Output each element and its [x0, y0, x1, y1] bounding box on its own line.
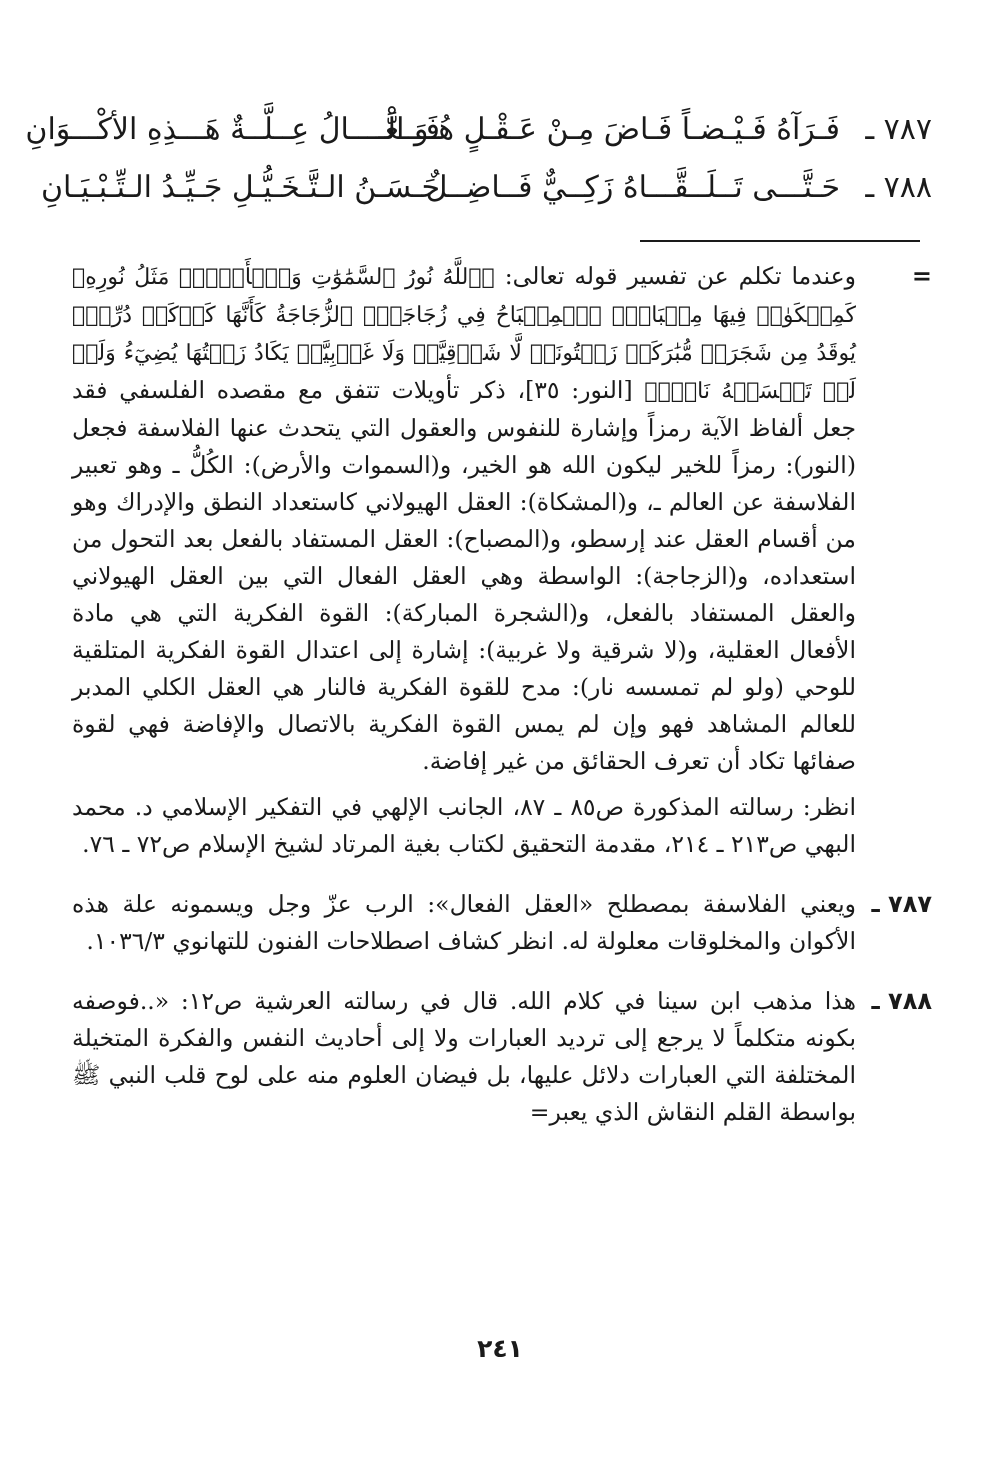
footnote-text: [النور: ٣٥]، ذكر تأويلات تتفق مع مقصده الفلسفي فقد جعل ألفاظ الآية رمزاً وإشارة للنفوس والعقول التي يتحدث عنها الفلاسفة فجعل (النور): رمزاً للخير ليكون الله هو الخير، و(السموات والأرض): الكُلُّ ـ وهو تعبير الفلاسفة عن العالم ـ، و(المشكاة): العقل الهيولاني كاستعداد النطق والإدراك وهو من أقسام العقل عند إرسطو، و(المصباح): العقل المستفاد بالفعل بعد التحول من استعداده، و(الزجاجة): الواسطة وهي العقل الفعال التي بين العقل الهيولاني والعقل المستفاد بالفعل، و(الشجرة المباركة): القوة الفكرية التي هي مادة الأفعال العقلية، و(لا شرقية ولا غربية): إشارة إلى اعتدال القوة الفكرية المتلقية للوحي (ولو لم تمسسه نار): مدح للقوة الفكرية فالنار هي العقل الكلي المدبر للعالم المشاهد فهو وإن لم يمس القوة الفكرية بالاتصال والإفاضة فهي لقوة صفائها تكاد أن تعرف الحقائق من غير إفاضة. [72, 376, 856, 775]
footnote-text: هذا مذهب ابن سينا في كلام الله. قال في رسالته العرشية ص١٢: «..فوصفه بكونه متكلماً لا يرجع إلى ترديد العبارات ولا إلى أحاديث النفس والفكرة المتخيلة المختلفة التي العبارات دلائل عليها، بل فيضان العلوم منه على لوح قلب النبي ﷺ بواسطة القلم النقاش الذي يعبر= [72, 987, 856, 1126]
footnote-text: ويعني الفلاسفة بمصطلح «العقل الفعال»: الرب عزّ وجل ويسمونه علة هذه الأكوان والمخلوقات معلولة له. انظر كشاف اصطلاحات الفنون للتهانوي ١٠٣٦/٣. [72, 890, 856, 955]
footnote-separator [640, 240, 920, 242]
footnote-787 [72, 886, 932, 969]
footnote-788 [72, 983, 932, 1140]
continuation-marker: = [911, 262, 932, 290]
footnote-number: ٧٨٧ ـ [871, 890, 932, 918]
footnote-intro: وعندما تكلم عن تفسير قوله تعالى: [504, 262, 856, 290]
verse-number: ٧٨٧ ـ [865, 111, 932, 147]
verse-788 [40, 162, 932, 212]
verse-first-hemistich: حَـتَّـــى تَــلَــقَّـــاهُ زَكِــيٌّ فَــاضِــلٌ [425, 169, 840, 205]
footnote-number: ٧٨٨ ـ [871, 987, 932, 1015]
footnote-continuation [72, 258, 932, 872]
page-number: ٢٤١ [477, 1334, 523, 1363]
verse-second-hemistich: حَـسَـنُ الـتَّـخَـيُّـلِ جَـيِّـدُ الـتِّـبْـيَـانِ [40, 169, 440, 205]
verse-first-hemistich: فَـرَآهُ فَـيْـضـاً فَـاضَ مِـنْ عَـقْـلٍ هُـوَ الْـ [378, 111, 840, 147]
verse-second-hemistich: فَـــعَّــــالُ عِــلَّــةٌ هَـــذِهِ الأكْـــوَانِ [25, 111, 440, 147]
verse-787 [25, 104, 932, 154]
verse-number: ٧٨٨ ـ [865, 169, 932, 205]
quran-verse: ﴿ٱللَّهُ نُورُ ٱلسَّمَٰوَٰتِ وَٱلۡأَرۡضِۚ مَثَلُ نُورِهِۦ كَمِشۡكَوٰةٖ فِيهَا مِصۡبَاحٌۖ ٱلۡمِصۡبَاحُ فِي زُجَاجَةٍۖ ٱلزُّجَاجَةُ كَأَنَّهَا كَوۡكَبٞ دُرِّيّٞ يُوقَدُ مِن شَجَرَةٖ مُّبَٰرَكَةٖ زَيۡتُونَةٖ لَّا شَرۡقِيَّةٖ وَلَا غَرۡبِيَّةٖ يَكَادُ زَيۡتُهَا يُضِيٓءُ وَلَوۡ لَمۡ تَمۡسَسۡهُ نَارٞۚ﴾ [72, 265, 856, 404]
footnotes [72, 258, 932, 1154]
footnote-references: انظر: رسالته المذكورة ص٨٥ ـ ٨٧، الجانب الإلهي في التفكير الإسلامي د. محمد البهي ص٢١٣ ـ ٢١٤، مقدمة التحقيق لكتاب بغية المرتاد لشيخ الإسلام ص٧٢ ـ ٧٦. [72, 793, 857, 858]
